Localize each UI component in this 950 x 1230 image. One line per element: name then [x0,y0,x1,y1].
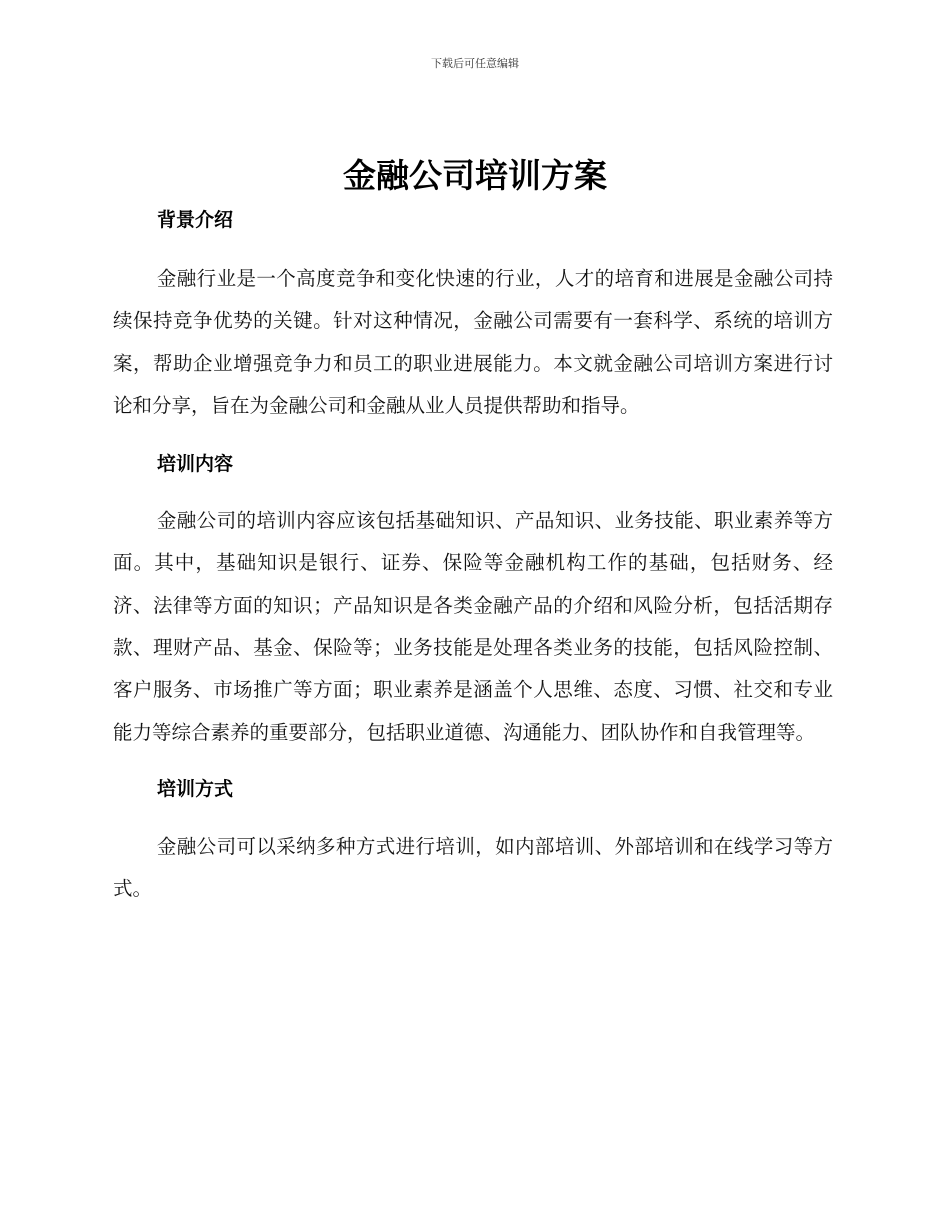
section-heading: 培训内容 [157,453,234,476]
header-note: 下载后可任意编辑 [431,57,519,70]
document-body [113,205,833,911]
section-heading: 背景介绍 [157,209,234,231]
section-training-content [113,449,833,754]
document-title: 金融公司培训方案 [343,156,607,195]
section-training-methods [113,774,833,911]
section-background [113,205,833,427]
section-paragraph: 金融公司的培训内容应该包括基础知识、产品知识、业务技能、职业素养等方面。其中，基础知识是银行、证券、保险等金融机构工作的基础，包括财务、经济、法律等方面的知识；产品知识是各类金融产品的介绍和风险分析，包括活期存款、理财产品、基金、保险等；业务技能是处理各类业务的技能，包括风险控制、客户服务、市场推广等方面；职业素养是涵盖个人思维、态度、习惯、社交和专业能力等综合素养的重要部分，包括职业道德、沟通能力、团队协作和自我管理等。 [113,509,833,744]
section-heading: 培训方式 [157,777,234,800]
section-paragraph: 金融行业是一个高度竞争和变化快速的行业，人才的培育和进展是金融公司持续保持竞争优势的关键。针对这种情况，金融公司需要有一套科学、系统的培训方案，帮助企业增强竞争力和员工的职业进展能力。本文就金融公司培训方案进行讨论和分享，旨在为金融公司和金融从业人员提供帮助和指导。 [113,267,833,417]
section-paragraph: 金融公司可以采纳多种方式进行培训，如内部培训、外部培训和在线学习等方式。 [113,834,833,901]
